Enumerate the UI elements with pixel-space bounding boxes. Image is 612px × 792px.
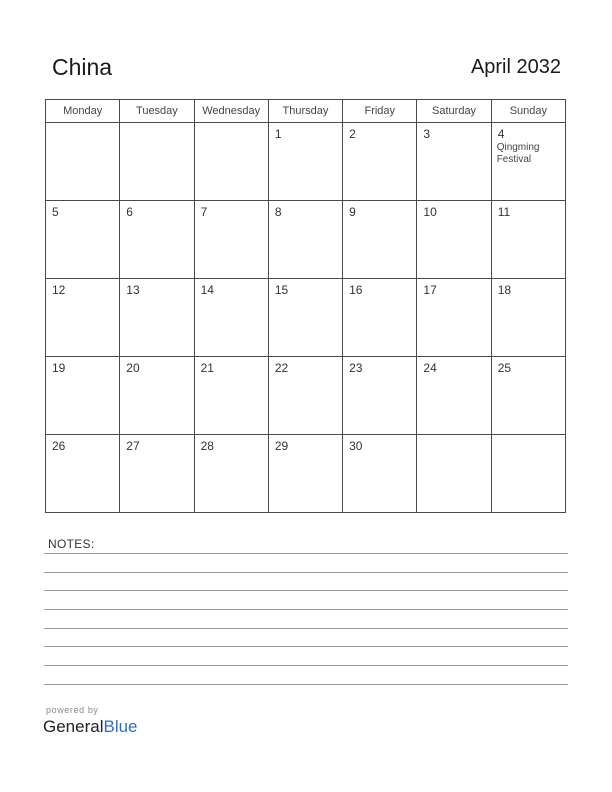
day-cell (491, 435, 565, 513)
note-line (44, 553, 568, 554)
day-cell (417, 279, 491, 357)
day-number: 7 (200, 205, 208, 219)
day-cell (46, 435, 120, 513)
day-number: 12 (52, 283, 66, 297)
note-line (44, 646, 568, 647)
day-number (195, 123, 268, 127)
day-cell (120, 435, 194, 513)
day-cell (417, 357, 491, 435)
weekday-tuesday: Tuesday (120, 100, 194, 123)
day-number (417, 435, 490, 439)
day-cell (120, 201, 194, 279)
notes-label: NOTES: (48, 537, 95, 551)
day-number: 13 (126, 283, 140, 297)
day-cell (194, 201, 268, 279)
day-cell (343, 435, 417, 513)
weekday-wednesday: Wednesday (194, 100, 268, 123)
month-title: April 2032 (470, 56, 561, 78)
day-cell (194, 123, 268, 201)
day-cell (417, 435, 491, 513)
day-cell (268, 435, 342, 513)
day-cell (194, 357, 268, 435)
day-number: 19 (52, 361, 66, 375)
weekday-sunday: Sunday (491, 100, 565, 123)
day-number: 21 (200, 361, 214, 375)
brand-general: General (43, 717, 104, 736)
weekday-friday: Friday (343, 100, 417, 123)
day-cell (194, 435, 268, 513)
day-cell (343, 123, 417, 201)
day-number (46, 123, 119, 127)
day-cell (417, 201, 491, 279)
weekday-monday: Monday (46, 100, 120, 123)
note-line (44, 665, 568, 666)
holiday-label: Qingming Festival (496, 142, 540, 165)
note-line (44, 684, 568, 685)
day-cell (491, 279, 565, 357)
week-row (46, 201, 566, 279)
country-title: China (52, 54, 113, 80)
note-line (44, 628, 568, 629)
day-cell (268, 279, 342, 357)
day-number: 6 (126, 205, 133, 219)
powered-by-text: powered by (46, 705, 99, 715)
week-row (46, 279, 566, 357)
day-number: 22 (274, 361, 289, 375)
day-number: 26 (52, 439, 66, 453)
day-number: 20 (126, 361, 140, 375)
day-cell (343, 279, 417, 357)
day-number: 18 (497, 283, 512, 297)
day-number: 9 (349, 205, 356, 219)
day-number: 24 (423, 361, 437, 375)
day-number: 10 (423, 205, 437, 219)
day-cell (46, 123, 120, 201)
day-cell (491, 123, 565, 201)
day-cell (268, 123, 342, 201)
day-cell (46, 279, 120, 357)
day-number: 29 (274, 439, 289, 453)
day-number: 28 (200, 439, 214, 453)
note-line (44, 590, 568, 591)
day-number: 17 (423, 283, 437, 297)
day-cell (120, 123, 194, 201)
day-number: 15 (274, 283, 289, 297)
day-number: 11 (497, 205, 511, 219)
day-cell (268, 201, 342, 279)
day-number: 14 (200, 283, 214, 297)
day-cell (268, 357, 342, 435)
day-cell (194, 279, 268, 357)
week-row (46, 123, 566, 201)
day-number: 25 (497, 361, 512, 375)
generalblue-logo (43, 717, 138, 737)
note-line (44, 609, 568, 610)
day-number: 2 (349, 127, 356, 141)
day-number: 4 (497, 127, 505, 141)
day-number: 3 (423, 127, 431, 141)
day-number: 1 (274, 127, 282, 141)
day-cell (343, 357, 417, 435)
day-number (492, 435, 565, 439)
day-cell (491, 201, 565, 279)
day-cell (120, 279, 194, 357)
day-cell (491, 357, 565, 435)
weekday-saturday: Saturday (417, 100, 491, 123)
calendar-grid (45, 99, 566, 513)
day-number: 5 (52, 205, 59, 219)
weekday-header-row (46, 100, 566, 123)
day-cell (417, 123, 491, 201)
day-number: 27 (126, 439, 140, 453)
day-number: 30 (349, 439, 363, 453)
note-line (44, 572, 568, 573)
week-row (46, 357, 566, 435)
day-cell (120, 357, 194, 435)
day-cell (343, 201, 417, 279)
day-number (120, 123, 193, 127)
day-cell (46, 201, 120, 279)
weekday-thursday: Thursday (268, 100, 342, 123)
day-cell (46, 357, 120, 435)
day-number: 23 (349, 361, 363, 375)
day-number: 8 (274, 205, 282, 219)
brand-blue: Blue (103, 717, 138, 736)
day-number: 16 (349, 283, 363, 297)
week-row (46, 435, 566, 513)
